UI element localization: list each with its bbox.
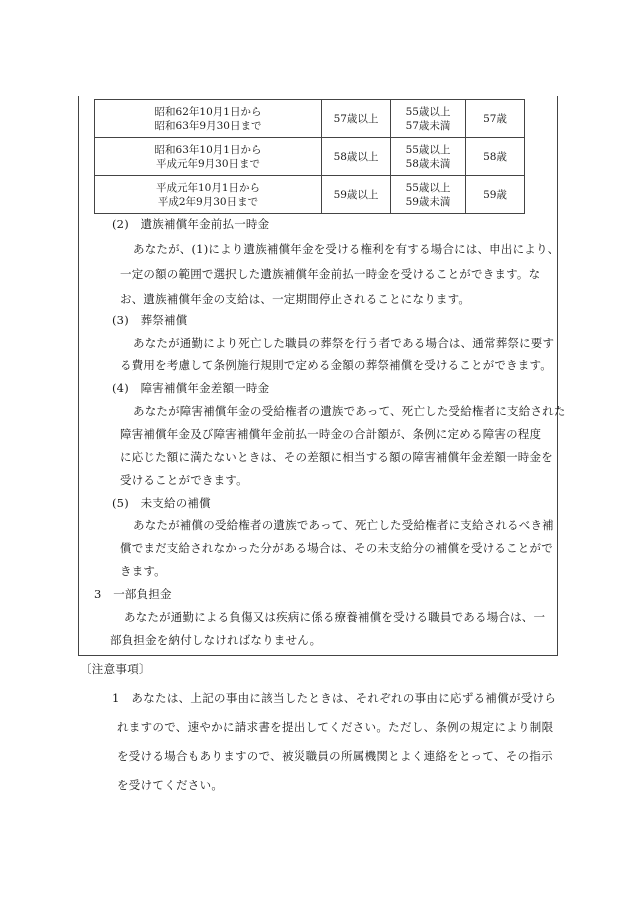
age-range-from: 55歳以上 — [405, 105, 451, 118]
age-range-to: 57歳未満 — [405, 119, 451, 132]
paragraph-line: 受けることができます。 — [120, 473, 248, 487]
age-range-from: 55歳以上 — [405, 143, 451, 156]
section-heading: (4) 障害補償年金差額一時金 — [112, 381, 270, 395]
paragraph-line: 障害補償年金及び障害補償年金前払一時金の合計額が、条例に定める障害の程度 — [120, 427, 542, 441]
age-cell: 58歳 — [466, 138, 525, 176]
paragraph-line: お、遺族補償年金の支給は、一定期間停止されることになります。 — [120, 292, 471, 306]
age-range-cell — [391, 176, 466, 214]
age-range-to: 58歳未満 — [405, 157, 451, 170]
section-heading: (5) 未支給の補償 — [112, 496, 211, 510]
paragraph-line: あなたが補償の受給権者の遺族であって、死亡した受給権者に支給されるべき補 — [133, 518, 554, 532]
paragraph-line: 一定の額の範囲で選択した遺族補償年金前払一時金を受けることができます。な — [120, 267, 541, 281]
note-line: 1 あなたは、上記の事由に該当したときは、それぞれの事由に応ずる補償が受けら — [112, 691, 557, 705]
paragraph-line: あなたが通勤により死亡した職員の葬祭を行う者である場合は、通常葬祭に要す — [133, 336, 555, 350]
period-to: 平成2年9月30日まで — [157, 195, 259, 208]
age-eligibility-table — [94, 99, 525, 214]
paragraph-line: きます。 — [120, 564, 166, 578]
period-from: 平成元年10月1日から — [155, 181, 261, 194]
paragraph-line: あなたが障害補償年金の受給権者の遺族であって、死亡した受給権者に支給された — [133, 404, 566, 418]
paragraph-line: 償でまだ支給されなかった分がある場合は、その未支給分の補償を受けることがで — [120, 541, 553, 555]
period-cell — [95, 138, 322, 176]
age-cell: 57歳 — [466, 100, 525, 138]
age-range-cell — [391, 100, 466, 138]
notes-heading: 〔注意事項〕 — [80, 662, 151, 676]
note-line: を受けてください。 — [117, 778, 224, 792]
age-cell: 59歳 — [466, 176, 525, 214]
section-heading: 3 一部負担金 — [94, 587, 172, 601]
age-min-cell: 59歳以上 — [322, 176, 391, 214]
paragraph-line: る費用を考慮して条例施行規則で定める金額の葬祭補償を受けることができます。 — [120, 358, 552, 372]
table-row — [95, 176, 525, 214]
age-range-to: 59歳未満 — [405, 195, 451, 208]
period-from: 昭和63年10月1日から — [154, 143, 262, 156]
table-row — [95, 138, 525, 176]
period-cell — [95, 100, 322, 138]
note-line: を受ける場合もありますので、被災職員の所属機関とよく連絡をとって、その指示 — [117, 749, 553, 763]
age-range-from: 55歳以上 — [405, 181, 451, 194]
paragraph-line: に応じた額に満たないときは、その差額に相当する額の障害補償年金差額一時金を — [120, 450, 553, 464]
paragraph-line: あなたが、(1)により遺族補償年金を受ける権利を有する場合には、申出により、 — [133, 242, 560, 256]
age-min-cell: 58歳以上 — [322, 138, 391, 176]
note-line: れますので、速やかに請求書を提出してください。ただし、条例の規定により制限 — [117, 720, 554, 734]
age-min-cell: 57歳以上 — [322, 100, 391, 138]
period-cell — [95, 176, 322, 214]
period-to: 平成元年9月30日まで — [155, 157, 261, 170]
period-from: 昭和62年10月1日から — [154, 105, 262, 118]
paragraph-line: あなたが通勤による負傷又は疾病に係る療養補償を受ける職員である場合は、一 — [124, 610, 546, 624]
period-to: 昭和63年9月30日まで — [154, 119, 262, 132]
section-heading: (3) 葬祭補償 — [112, 313, 188, 327]
age-range-cell — [391, 138, 466, 176]
paragraph-line: 部負担金を納付しなければなりません。 — [110, 633, 322, 647]
section-heading: (2) 遺族補償年金前払一時金 — [112, 217, 270, 231]
table-row — [95, 100, 525, 138]
